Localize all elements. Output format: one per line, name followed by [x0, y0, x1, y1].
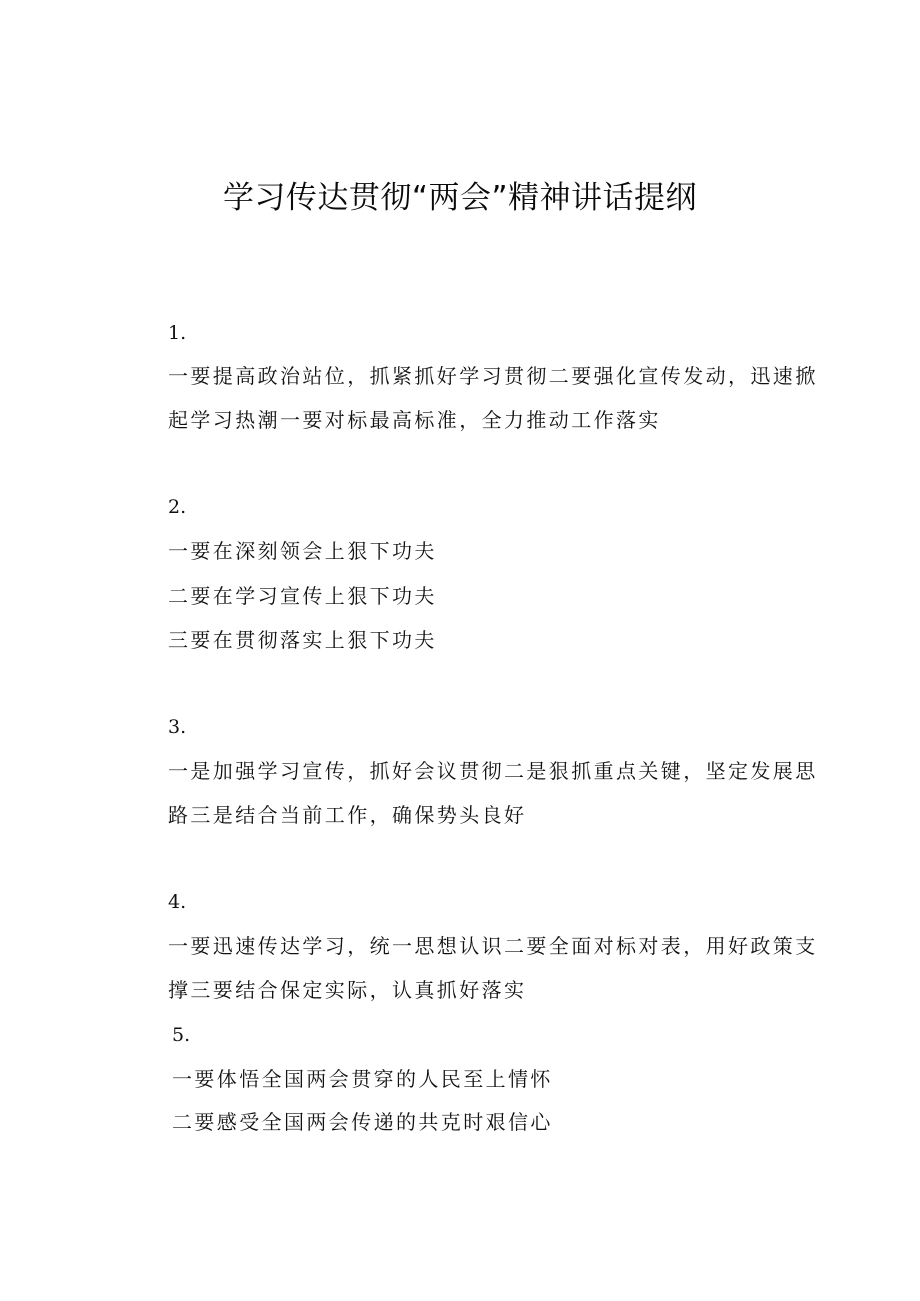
section-4-number: 4. — [168, 891, 187, 913]
section-3-number: 3. — [168, 716, 187, 738]
section-5-line-1: 一要体悟全国两会贯穿的人民至上情怀 — [172, 1067, 553, 1091]
section-2-line-1: 一要在深刻领会上狠下功夫 — [168, 539, 437, 563]
section-5-line-2: 二要感受全国两会传递的共克时艰信心 — [172, 1110, 553, 1134]
section-4-line-2: 撑三要结合保定实际，认真抓好落实 — [168, 978, 527, 1002]
section-4-line-1: 一要迅速传达学习，统一思想认识二要全面对标对表，用好政策支 — [168, 934, 818, 958]
section-1-line-2: 起学习热潮一要对标最高标准，全力推动工作落实 — [168, 408, 661, 432]
section-3-line-2: 路三是结合当前工作，确保势头良好 — [168, 803, 527, 827]
section-2-line-2: 二要在学习宣传上狠下功夫 — [168, 584, 437, 608]
section-5-number: 5. — [172, 1024, 191, 1046]
document-title: 学习传达贯彻“两会”精神讲话提纲 — [222, 180, 698, 216]
section-1-line-1: 一要提高政治站位，抓紧抓好学习贯彻二要强化宣传发动，迅速掀 — [168, 364, 818, 388]
section-2-line-3: 三要在贯彻落实上狠下功夫 — [168, 628, 437, 652]
section-3-line-1: 一是加强学习宣传，抓好会议贯彻二是狠抓重点关键，坚定发展思 — [168, 759, 818, 783]
section-1-number: 1. — [168, 322, 187, 344]
section-2-number: 2. — [168, 496, 187, 518]
